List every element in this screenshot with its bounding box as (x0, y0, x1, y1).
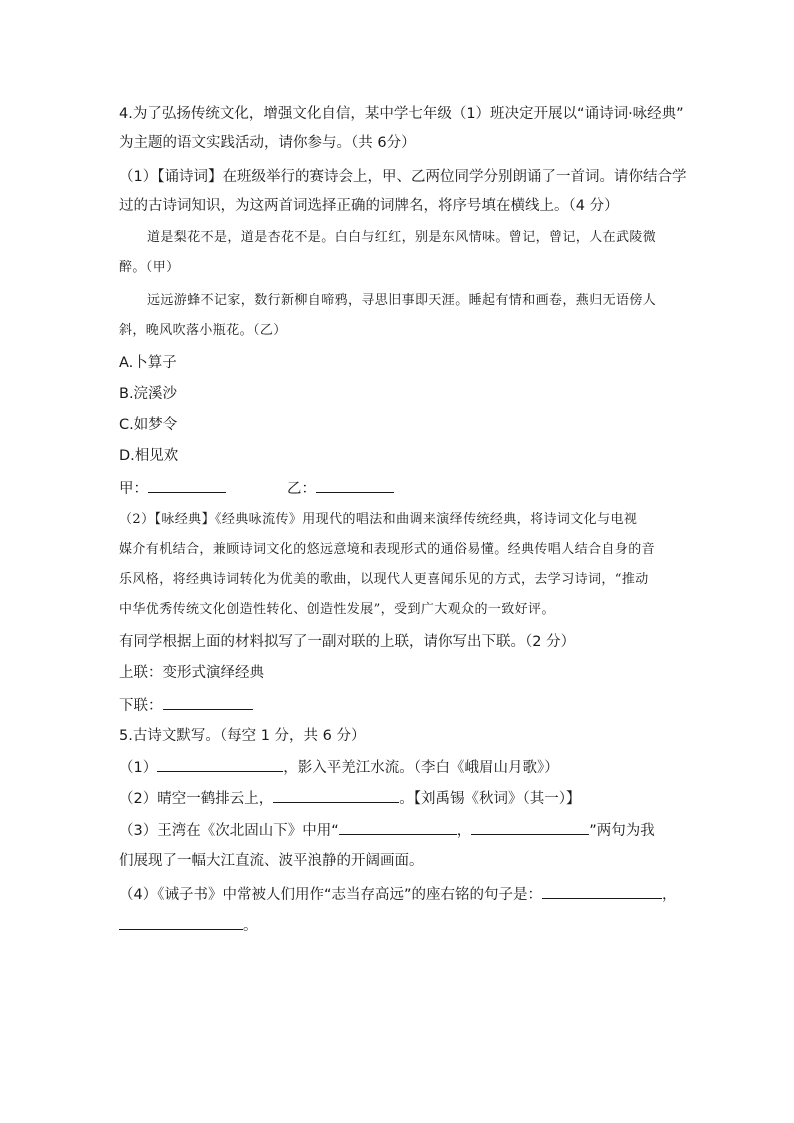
q5-title: 5.古诗文默写。（每空 1 分，共 6 分） (119, 728, 366, 744)
answer-line-jia-yi (119, 478, 394, 499)
poem-yi-line1: 远远游蜂不记家，数行新柳自啼鸦，寻思旧事即天涯。睡起有情和画卷，燕归无语傍人 (147, 293, 657, 308)
q4-part2-line3: 乐风格，将经典诗词转化为优美的歌曲，以现代人更喜闻乐见的方式，去学习诗词，“推动 (119, 572, 649, 587)
q5-item2-blank[interactable] (273, 788, 399, 803)
xialian-answer-blank[interactable] (163, 695, 253, 710)
q5-item3-line2: 们展现了一幅大江直流、波平浪静的开阔画面。 (119, 853, 424, 869)
q5-item3-prefix: （3）王湾在《次北固山下》中用“ (119, 823, 339, 839)
q4-part1-line2: 过的古诗词知识，为这两首词选择正确的词牌名，将序号填在横线上。（4 分） (119, 198, 619, 214)
q5-item3 (119, 820, 655, 841)
q4-part1-line1: （1）【诵诗词】在班级举行的赛诗会上，甲、乙两位同学分别朗诵了一首词。请你结合学 (119, 169, 687, 185)
poem-jia-line1: 道是梨花不是，道是杏花不是。白白与红红，别是东风情味。曾记，曾记，人在武陵微 (147, 230, 657, 245)
q5-item2-prefix: （2）晴空一鹤排云上， (119, 791, 274, 807)
option-b: B.浣溪沙 (119, 386, 178, 402)
q5-item4 (119, 884, 677, 905)
q5-item1-suffix: ，影入平羌江水流。（李白《峨眉山月歌》） (283, 760, 559, 776)
poem-yi-line2: 斜，晚风吹落小瓶花。（乙） (119, 323, 287, 338)
jia-label: 甲： (119, 481, 148, 497)
q5-item3-blank2[interactable] (471, 820, 589, 835)
q5-item4-blank1[interactable] (542, 884, 662, 899)
q4-intro-line2: 为主题的语文实践活动，请你参与。（共 6分） (119, 135, 416, 151)
option-a: A.卜算子 (119, 355, 177, 371)
option-c: C.如梦令 (119, 417, 178, 433)
couplet-xialian (119, 695, 253, 716)
q5-item3-suffix: ”两句为我 (589, 823, 655, 839)
q4-part2-line4: 中华优秀传统文化创造性转化、创造性发展”，受到广大观众的一致好评。 (119, 602, 555, 617)
jia-answer-blank[interactable] (148, 478, 226, 493)
yi-label: 乙： (287, 481, 316, 497)
poem-jia-line2: 醉。（甲） (119, 260, 180, 275)
q5-item3-mid: ， (456, 823, 472, 839)
q5-item2 (119, 788, 580, 809)
q5-item4-prefix: （4）《诫子书》中常被人们用作“志当存高远”的座右铭的句子是： (119, 887, 542, 903)
q5-item4-end: 。 (243, 918, 258, 934)
q5-item2-suffix: 。【刘禹锡《秋词》（其一）】 (399, 791, 581, 807)
couplet-shanglian: 上联：变形式演绎经典 (119, 665, 264, 681)
xialian-label: 下联： (119, 698, 163, 714)
q5-item4-blank2[interactable] (119, 915, 243, 930)
yi-answer-blank[interactable] (316, 478, 394, 493)
q5-item4-mid: ， (662, 887, 677, 903)
q4-part2-line1: （2）【咏经典】《经典咏流传》用现代的唱法和曲调来演绎传统经典，将诗词文化与电视 (119, 512, 638, 527)
q5-item4-line2 (119, 915, 258, 936)
q5-item1-blank[interactable] (157, 757, 283, 772)
q5-item3-blank1[interactable] (339, 820, 457, 835)
q4-part2-task: 有同学根据上面的材料拟写了一副对联的上联，请你写出下联。（2 分） (119, 634, 576, 650)
q5-item1 (119, 757, 559, 778)
option-d: D.相见欢 (119, 448, 179, 464)
q4-part2-line2: 媒介有机结合，兼顾诗词文化的悠远意境和表现形式的通俗易懂。经典传唱人结合自身的音 (119, 542, 656, 557)
q4-intro-line1: 4.为了弘扬传统文化，增强文化自信，某中学七年级（1）班决定开展以“诵诗词·咏经典” (119, 106, 684, 122)
q5-item1-prefix: （1） (119, 760, 158, 776)
